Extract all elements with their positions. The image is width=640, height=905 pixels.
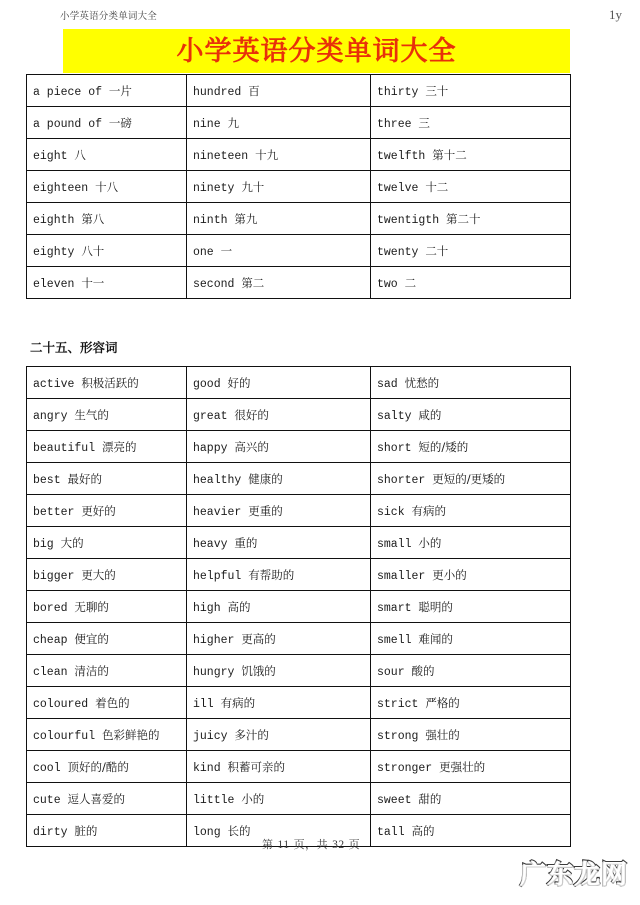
word-cell: smell 难闻的 — [371, 623, 571, 655]
word-cell: happy 高兴的 — [187, 431, 371, 463]
word-cell: eight 八 — [27, 139, 187, 171]
word-cell: salty 咸的 — [371, 399, 571, 431]
word-cell: second 第二 — [187, 267, 371, 299]
table-row — [27, 267, 571, 299]
word-cell: ill 有病的 — [187, 687, 371, 719]
table-row — [27, 139, 571, 171]
word-cell: better 更好的 — [27, 495, 187, 527]
word-cell: hungry 饥饿的 — [187, 655, 371, 687]
word-cell: hundred 百 — [187, 75, 371, 107]
word-cell: healthy 健康的 — [187, 463, 371, 495]
table-row — [27, 75, 571, 107]
word-cell: angry 生气的 — [27, 399, 187, 431]
word-cell: three 三 — [371, 107, 571, 139]
table-row — [27, 495, 571, 527]
word-cell: a piece of 一片 — [27, 75, 187, 107]
word-cell: juicy 多汁的 — [187, 719, 371, 751]
table-row — [27, 687, 571, 719]
table-row — [27, 591, 571, 623]
word-cell: heavier 更重的 — [187, 495, 371, 527]
word-cell: ninety 九十 — [187, 171, 371, 203]
word-cell: active 积极活跃的 — [27, 367, 187, 399]
adjectives-table-body — [27, 367, 571, 847]
table-row — [27, 623, 571, 655]
word-cell: bored 无聊的 — [27, 591, 187, 623]
word-cell: eighth 第八 — [27, 203, 187, 235]
table-row — [27, 171, 571, 203]
word-cell: eighteen 十八 — [27, 171, 187, 203]
table-row — [27, 107, 571, 139]
word-cell: heavy 重的 — [187, 527, 371, 559]
table-row — [27, 463, 571, 495]
word-cell: smart 聪明的 — [371, 591, 571, 623]
adjectives-word-table — [26, 366, 571, 847]
table-row — [27, 783, 571, 815]
word-cell: long 长的 — [187, 815, 371, 847]
word-cell: twentigth 第二十 — [371, 203, 571, 235]
word-cell: one 一 — [187, 235, 371, 267]
word-cell: sick 有病的 — [371, 495, 571, 527]
title-banner — [63, 29, 570, 73]
word-cell: smaller 更小的 — [371, 559, 571, 591]
site-watermark: 广东龙网 — [519, 860, 628, 890]
page-number-footer: 第 11 页，共 32 页 — [262, 838, 361, 851]
word-cell: thirty 三十 — [371, 75, 571, 107]
word-cell: clean 清洁的 — [27, 655, 187, 687]
table-row — [27, 527, 571, 559]
word-cell: short 短的/矮的 — [371, 431, 571, 463]
header-label-right: 1y — [609, 7, 622, 22]
word-cell: strict 严格的 — [371, 687, 571, 719]
word-cell: twelfth 第十二 — [371, 139, 571, 171]
word-cell: two 二 — [371, 267, 571, 299]
word-cell: high 高的 — [187, 591, 371, 623]
table-row — [27, 203, 571, 235]
word-cell: small 小的 — [371, 527, 571, 559]
table-row — [27, 399, 571, 431]
word-cell: best 最好的 — [27, 463, 187, 495]
word-cell: strong 强壮的 — [371, 719, 571, 751]
word-cell: little 小的 — [187, 783, 371, 815]
word-cell: nineteen 十九 — [187, 139, 371, 171]
word-cell: eighty 八十 — [27, 235, 187, 267]
word-cell: cheap 便宜的 — [27, 623, 187, 655]
word-cell: helpful 有帮助的 — [187, 559, 371, 591]
word-cell: kind 积蓄可亲的 — [187, 751, 371, 783]
table-row — [27, 367, 571, 399]
word-cell: twelve 十二 — [371, 171, 571, 203]
word-cell: twenty 二十 — [371, 235, 571, 267]
table-row — [27, 431, 571, 463]
word-cell: tall 高的 — [371, 815, 571, 847]
word-cell: stronger 更强壮的 — [371, 751, 571, 783]
word-cell: dirty 脏的 — [27, 815, 187, 847]
running-header — [0, 8, 640, 28]
table-row — [27, 751, 571, 783]
word-cell: eleven 十一 — [27, 267, 187, 299]
word-cell: cool 顶好的/酷的 — [27, 751, 187, 783]
word-cell: big 大的 — [27, 527, 187, 559]
table-row — [27, 235, 571, 267]
word-cell: ninth 第九 — [187, 203, 371, 235]
word-cell: higher 更高的 — [187, 623, 371, 655]
table-row — [27, 719, 571, 751]
document-title: 小学英语分类单词大全 — [176, 35, 457, 67]
word-cell: a pound of 一磅 — [27, 107, 187, 139]
word-cell: colourful 色彩鲜艳的 — [27, 719, 187, 751]
word-cell: shorter 更短的/更矮的 — [371, 463, 571, 495]
word-cell: bigger 更大的 — [27, 559, 187, 591]
word-cell: sweet 甜的 — [371, 783, 571, 815]
table-row — [27, 655, 571, 687]
word-cell: sour 酸的 — [371, 655, 571, 687]
word-cell: good 好的 — [187, 367, 371, 399]
section-heading-adjectives: 二十五、形容词 — [30, 340, 118, 355]
numbers-table-body — [27, 75, 571, 299]
numbers-word-table — [26, 74, 571, 299]
word-cell: beautiful 漂亮的 — [27, 431, 187, 463]
word-cell: cute 逗人喜爱的 — [27, 783, 187, 815]
word-cell: nine 九 — [187, 107, 371, 139]
word-cell: great 很好的 — [187, 399, 371, 431]
word-cell: coloured 着色的 — [27, 687, 187, 719]
word-cell: sad 忧愁的 — [371, 367, 571, 399]
table-row — [27, 559, 571, 591]
header-title-left: 小学英语分类单词大全 — [60, 11, 158, 22]
